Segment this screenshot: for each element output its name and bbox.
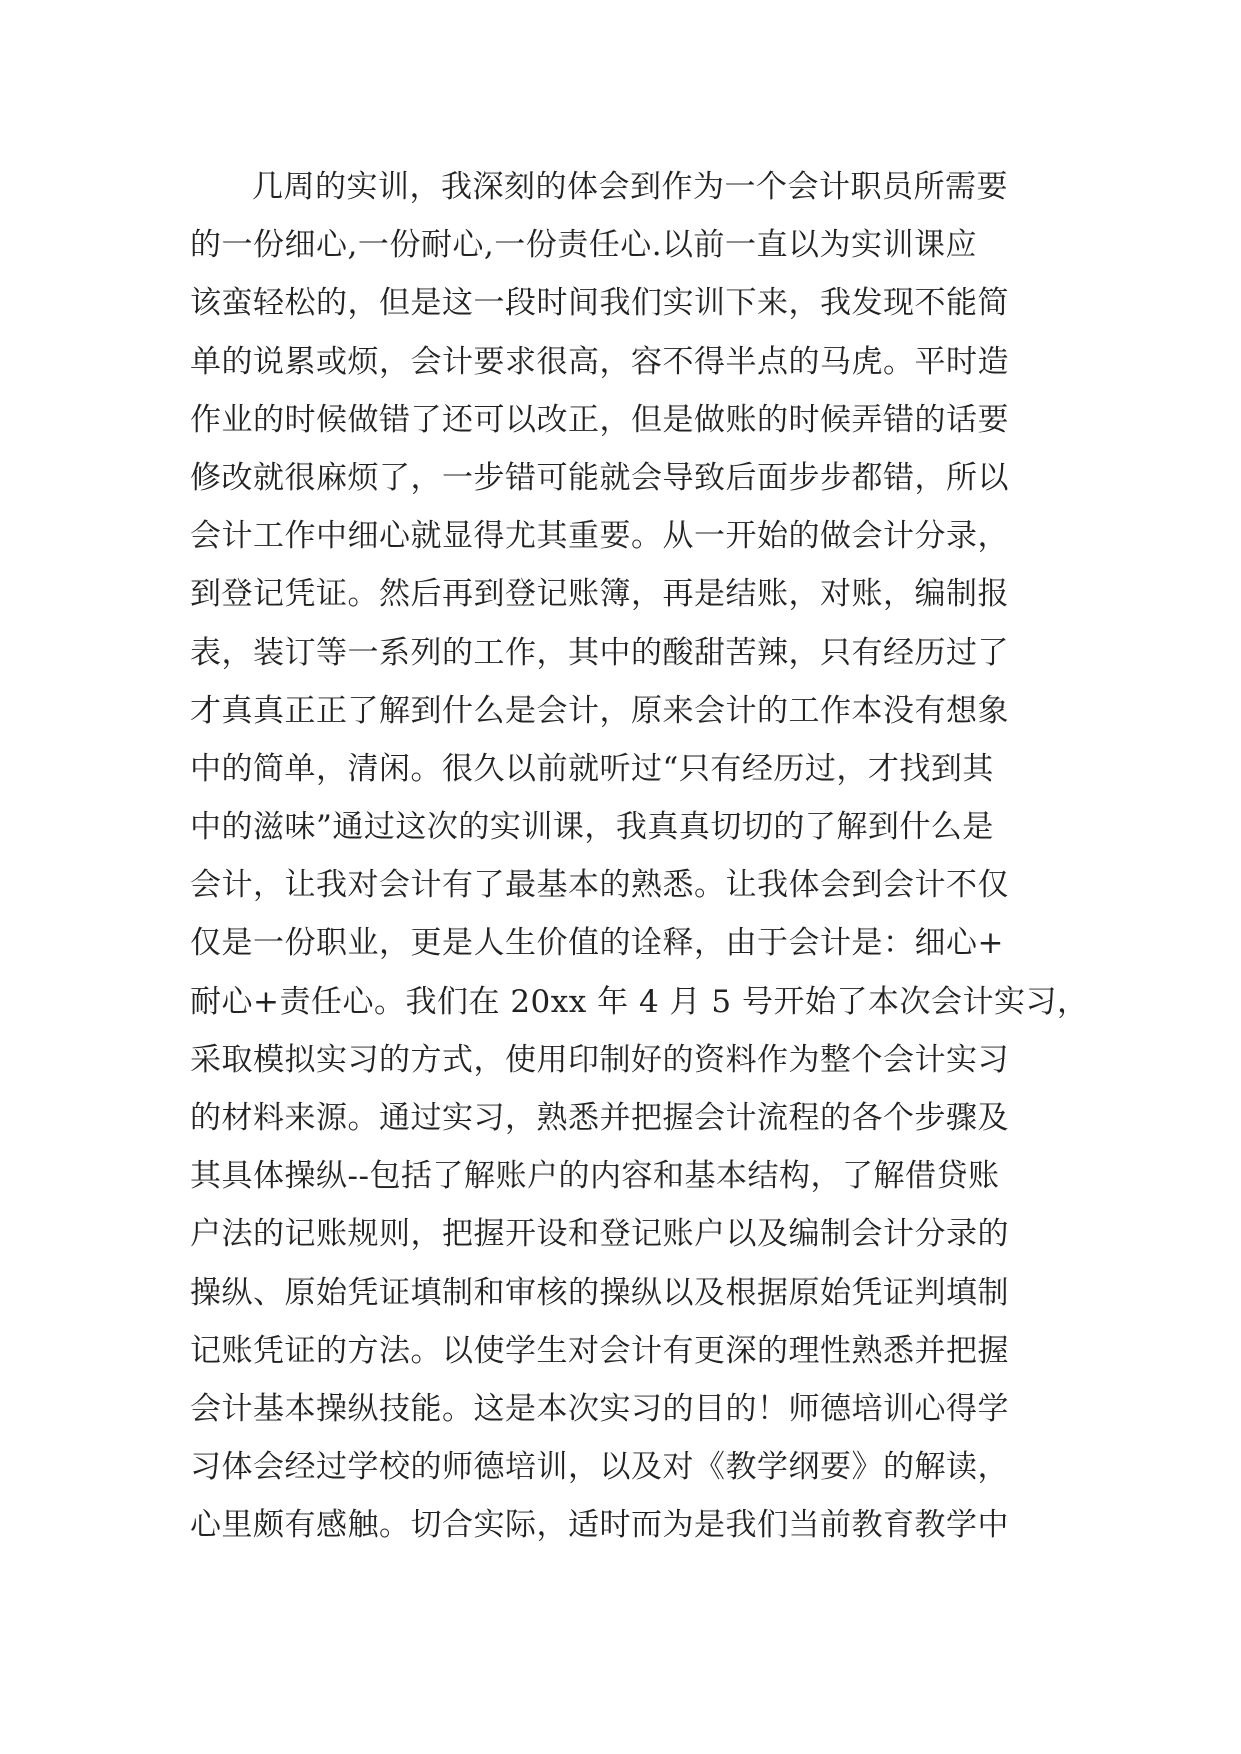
text-line: 会计工作中细心就显得尤其重要。从一开始的做会计分录， xyxy=(190,518,1009,555)
text-line: 记账凭证的方法。以使学生对会计有更深的理性熟悉并把握 xyxy=(190,1332,1009,1369)
text-line: 心里颇有感触。切合实际，适时而为是我们当前教育教学中 xyxy=(190,1507,1009,1544)
text-line: 该蛮轻松的，但是这一段时间我们实训下来，我发现不能简 xyxy=(190,285,1009,322)
text-line: 操纵、原始凭证填制和审核的操纵以及根据原始凭证判填制 xyxy=(190,1274,1009,1311)
text-line: 到登记凭证。然后再到登记账簿，再是结账，对账，编制报 xyxy=(190,576,1009,613)
text-line: 仅是一份职业，更是人生价值的诠释，由于会计是：细心+ xyxy=(190,925,1004,962)
text-line: 表，装订等一系列的工作，其中的酸甜苦辣，只有经历过了 xyxy=(190,634,1009,671)
text-line: 会计，让我对会计有了最基本的熟悉。让我体会到会计不仅 xyxy=(190,867,1009,904)
text-line: 采取模拟实习的方式，使用印制好的资料作为整个会计实习 xyxy=(190,1041,1009,1078)
text-line: 单的说累或烦，会计要求很高，容不得半点的马虎。平时造 xyxy=(190,343,1009,380)
text-line: 中的简单，清闲。很久以前就听过“只有经历过，才找到其 xyxy=(190,750,994,787)
text-line: 其具体操纵--包括了解账户的内容和基本结构，了解借贷账 xyxy=(190,1158,1000,1195)
body-text xyxy=(190,158,1089,1555)
text-line: 作业的时候做错了还可以改正，但是做账的时候弄错的话要 xyxy=(190,401,1009,438)
text-line: 几周的实训，我深刻的体会到作为一个会计职员所需要 xyxy=(252,169,1008,205)
text-line: 才真真正正了解到什么是会计，原来会计的工作本没有想象 xyxy=(190,692,1009,729)
text-line: 习体会经过学校的师德培训，以及对《教学纲要》的解读， xyxy=(190,1449,1009,1486)
text-line: 耐心+责任心。我们在 20xx 年 4 月 5 号开始了本次会计实习， xyxy=(190,983,1089,1020)
text-line: 户法的记账规则，把握开设和登记账户以及编制会计分录的 xyxy=(190,1216,1009,1253)
text-line: 会计基本操纵技能。这是本次实习的目的！师德培训心得学 xyxy=(190,1390,1009,1427)
text-line: 的材料来源。通过实习，熟悉并把握会计流程的各个步骤及 xyxy=(190,1100,1009,1136)
text-line: 的一份细心,一份耐心,一份责任心.以前一直以为实训课应 xyxy=(190,227,978,264)
text-line: 中的滋味”通过这次的实训课，我真真切切的了解到什么是 xyxy=(190,809,994,846)
text-line: 修改就很麻烦了，一步错可能就会导致后面步步都错，所以 xyxy=(190,459,1009,496)
